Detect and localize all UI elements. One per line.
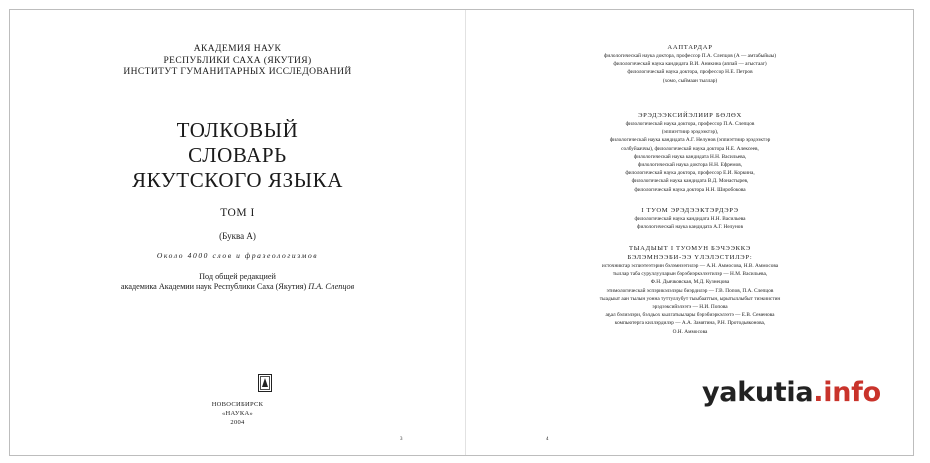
institution-header bbox=[10, 44, 465, 79]
editor-line: Под общей редакцией bbox=[199, 272, 276, 281]
credit-line: филологическай наука доктора Н.Н. Ефремов, bbox=[637, 162, 743, 169]
editor-block bbox=[10, 272, 465, 292]
watermark-dot: . bbox=[813, 377, 824, 408]
credit-line: филологическай наука доктора, профессор П.А. Слепцов bbox=[625, 121, 755, 127]
publisher-name: «НАУКА» bbox=[221, 410, 254, 417]
credit-line: компьютерга киллэрдилэр — А.А. Замятина, Р.Н. Протодьяконова, bbox=[614, 320, 766, 327]
section-heading: I ТУОМ ЭРЭДЭЭКТЭРДЭРЭ bbox=[641, 207, 739, 214]
institution-line: ИНСТИТУТ ГУМАНИТАРНЫХ ИССЛЕДОВАНИЙ bbox=[123, 67, 352, 77]
editor-title: академика Академии наук Республики Саха (Якутия) bbox=[120, 282, 307, 291]
credit-line: филологическай наука доктора, профессор Е.И. Коркина, bbox=[625, 170, 755, 177]
credit-line: (хомо, сыймаан тыллар) bbox=[662, 77, 718, 84]
credit-line: филологическай наука кандидата В.Д. Монастырев, bbox=[631, 178, 749, 185]
credit-line: филологическай наука доктора Н.Н. Широбокова bbox=[634, 186, 746, 193]
credit-line: филологическай наука кандидата А.Г. Нелунов bbox=[637, 224, 743, 231]
watermark-part-1: yakutia bbox=[702, 377, 814, 408]
book-title bbox=[10, 118, 465, 193]
credit-line: солбуйааччы), филологическай наука доктора Н.Е. Алексеев, bbox=[621, 145, 759, 152]
volume-label: ТОМ I bbox=[220, 207, 255, 219]
credit-line: филологическай наука кандидата Н.Н. Васильева, bbox=[633, 153, 747, 160]
credit-line: тыадыыт аан тылын уонна туттуллубут тыыбааттын, ырытыллыбыт тиэкиистин bbox=[599, 295, 781, 302]
publish-year: 2004 bbox=[230, 419, 245, 426]
editorial-board-section bbox=[466, 111, 914, 194]
credit-line: источниктар эспиэтеэтэрин бэлэмнээтилэр — А.Н. Аммосова, Н.В. Аммосова bbox=[601, 263, 779, 269]
volume-editors-section bbox=[466, 206, 914, 231]
section-heading: ТЫАДЫЫТ I ТУОМУН БЭЧЭЭККЭ БЭЛЭМНЭЭБИ-ЭЭ ҮЛЭЛЭСТИЛЭР: bbox=[627, 245, 753, 261]
title-line: ЯКУТСКОГО ЯЗЫКА bbox=[132, 168, 343, 192]
editor-line bbox=[10, 282, 465, 292]
watermark-part-2: info bbox=[823, 377, 881, 408]
publisher-city: НОВОСИБИРСК bbox=[211, 401, 264, 408]
credit-line: филологическай наука кандидата А.Г. Нелунов (эппиэттиир эрэдээктэр bbox=[609, 137, 771, 144]
letter-label: (Буква А) bbox=[219, 231, 256, 241]
credit-line: Ф.Н. Дьячковская, М.Д. Кузнецова bbox=[650, 279, 730, 286]
credit-line: филологическай наука доктора, профессор П.А. Слепцов (А — амтабыйыы) bbox=[603, 53, 776, 59]
title-line: ТОЛКОВЫЙ bbox=[176, 118, 299, 142]
credit-line: эрэдээксийэлээтэ — Н.И. Попова bbox=[652, 304, 728, 311]
institution-line: РЕСПУБЛИКИ САХА (ЯКУТИЯ) bbox=[163, 55, 312, 66]
credit-line: (эппиэттиир эрэдээктэр), bbox=[661, 129, 719, 136]
site-watermark bbox=[702, 377, 881, 408]
credit-line: филологическай наука доктора, профессор Н.Е. Петров bbox=[627, 69, 753, 76]
publisher-block bbox=[10, 400, 465, 427]
page-number-right: 4 bbox=[546, 437, 549, 442]
credit-line: аҕал бэлиэлэри, бэлдьох кылгатыылары бэрэбиэркэлээтэ — Е.В. Семенова bbox=[605, 312, 775, 319]
credit-line: филологическай наука кандидата В.И. Аникина (аппай — агыстааг) bbox=[613, 61, 767, 68]
page-number-left: 3 bbox=[400, 437, 403, 442]
credit-line: тыллар таба суруллууларын бэрэбиэркэлээтилэр — Н.М. Васильева, bbox=[612, 271, 768, 278]
title-line: СЛОВАРЬ bbox=[188, 143, 287, 167]
section-heading: ЭРЭДЭЭКСИЙЭЛИИР БӨЛӨХ bbox=[638, 112, 742, 119]
credit-line: этимологическай эспэрикэлэлэры биэрдилэр — Г.В. Попов, П.А. Слепцов bbox=[606, 287, 774, 294]
word-count: Около 4000 слов и фразеологизмов bbox=[156, 251, 319, 260]
contributors-section bbox=[466, 244, 914, 336]
authors-section bbox=[466, 43, 914, 85]
institution-line: АКАДЕМИЯ НАУК bbox=[193, 44, 282, 54]
title-page bbox=[10, 10, 465, 455]
publisher-emblem-icon bbox=[258, 374, 272, 392]
section-heading: ААПТАРДАР bbox=[667, 44, 713, 51]
credit-line: филологическай наука кандидата Н.Н. Васильева bbox=[634, 216, 746, 222]
credit-line: О.Н. Аммосова bbox=[672, 328, 708, 335]
editor-name: П.А. Слепцов bbox=[308, 282, 355, 291]
